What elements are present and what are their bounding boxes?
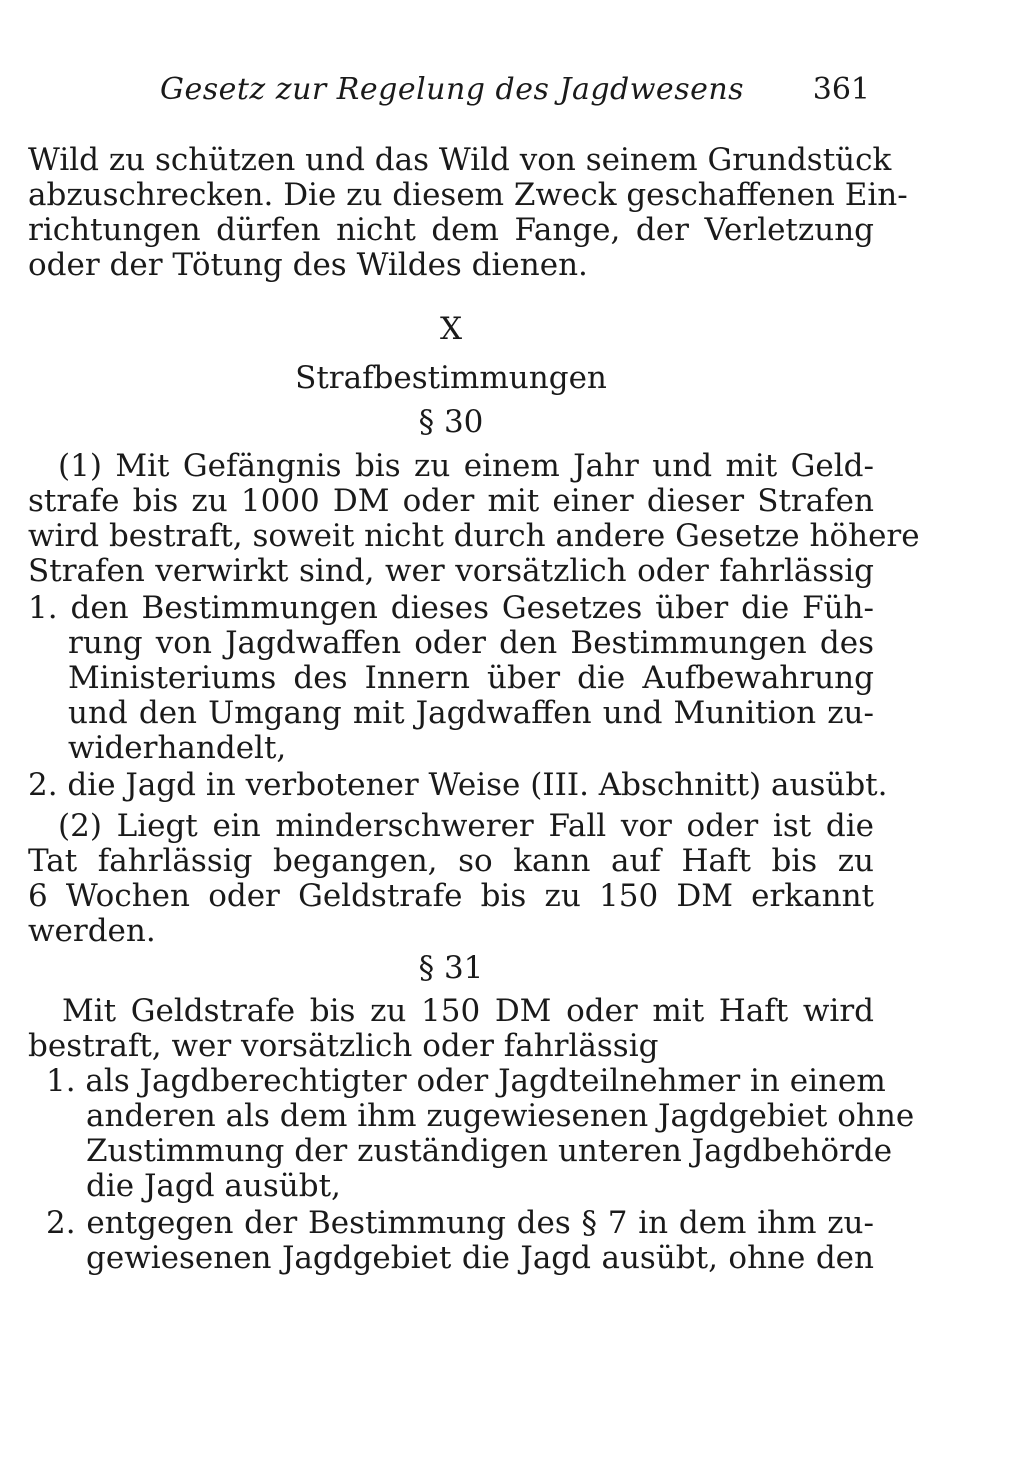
list-item: 2. die Jagd in verbotener Weise (III. Abschnitt) ausübt. bbox=[28, 767, 888, 803]
text-line: Tat fahrlässig begangen, so kann auf Haft bis zu bbox=[28, 843, 874, 879]
text-line: Wild zu schützen und das Wild von seinem Grundstück bbox=[28, 142, 892, 178]
text-line: und den Umgang mit Jagdwaffen und Munition zu- bbox=[68, 695, 874, 731]
text-line: rung von Jagdwaffen oder den Bestimmungen des bbox=[68, 625, 874, 661]
text-line: (2) Liegt ein minderschwerer Fall vor oder ist die bbox=[58, 808, 874, 844]
section-title: Strafbestimmungen bbox=[295, 360, 607, 396]
list-item: 1. den Bestimmungen dieses Gesetzes über die Füh- bbox=[28, 590, 874, 626]
text-line: anderen als dem ihm zugewiesenen Jagdgebiet ohne bbox=[86, 1098, 915, 1134]
list-item: 1. als Jagdberechtigter oder Jagdteilnehmer in einem bbox=[46, 1063, 886, 1099]
text-line: oder der Tötung des Wildes dienen. bbox=[28, 247, 588, 283]
text-line: (1) Mit Gefängnis bis zu einem Jahr und mit Geld- bbox=[58, 448, 874, 484]
page-number: 361 bbox=[812, 72, 870, 107]
text-line: richtungen dürfen nicht dem Fange, der Verletzung bbox=[28, 212, 874, 248]
text-line: gewiesenen Jagdgebiet die Jagd ausübt, ohne den bbox=[86, 1240, 874, 1276]
paragraph-heading: § 30 bbox=[418, 404, 484, 440]
page-header bbox=[28, 72, 874, 112]
section-numeral: X bbox=[439, 311, 463, 347]
text-line: bestraft, wer vorsätzlich oder fahrlässig bbox=[28, 1028, 659, 1064]
text-line: 6 Wochen oder Geldstrafe bis zu 150 DM erkannt bbox=[28, 878, 874, 914]
text-line: widerhandelt, bbox=[68, 730, 287, 766]
text-line: Zustimmung der zuständigen unteren Jagdbehörde bbox=[86, 1133, 893, 1169]
text-line: Ministeriums des Innern über die Aufbewahrung bbox=[68, 660, 874, 696]
text-line: werden. bbox=[28, 913, 156, 949]
text-line: strafe bis zu 1000 DM oder mit einer dieser Strafen bbox=[28, 483, 874, 519]
text-line: die Jagd ausübt, bbox=[86, 1168, 341, 1204]
text-line: wird bestraft, soweit nicht durch andere Gesetze höhere bbox=[28, 518, 920, 554]
text-line: abzuschrecken. Die zu diesem Zweck geschaffenen Ein- bbox=[28, 177, 908, 213]
list-item: 2. entgegen der Bestimmung des § 7 in dem ihm zu- bbox=[46, 1205, 874, 1241]
text-line: Strafen verwirkt sind, wer vorsätzlich oder fahrlässig bbox=[28, 553, 874, 589]
paragraph-heading: § 31 bbox=[418, 950, 484, 986]
running-title: Gesetz zur Regelung des Jagdwesens bbox=[160, 72, 745, 107]
text-line: Mit Geldstrafe bis zu 150 DM oder mit Haft wird bbox=[62, 993, 874, 1029]
